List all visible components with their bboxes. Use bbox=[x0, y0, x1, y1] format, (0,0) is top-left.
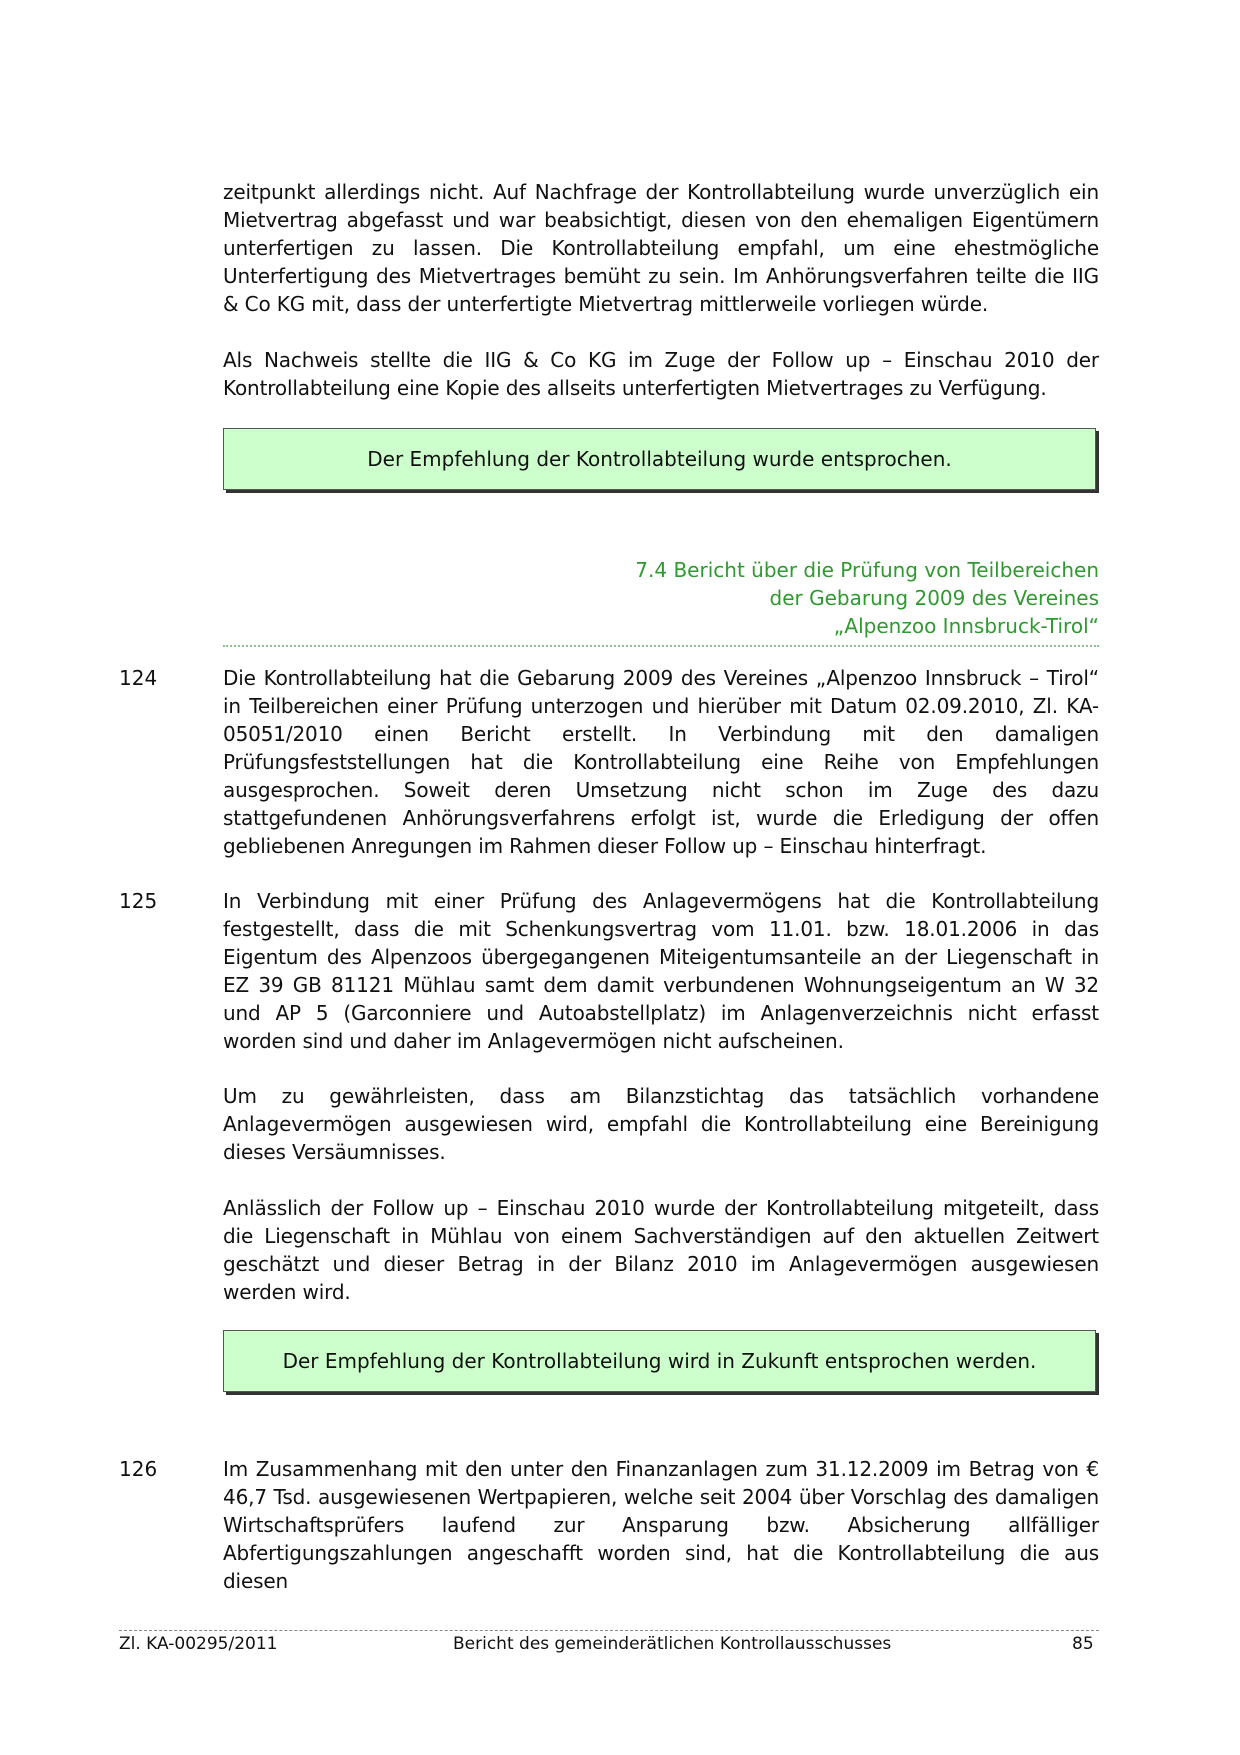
footer-title: Bericht des gemeinderätlichen Kontrollausschusses bbox=[453, 1634, 892, 1654]
footer-reference: Zl. KA-00295/2011 bbox=[119, 1634, 278, 1654]
section-heading-line-2: der Gebarung 2009 des Vereines bbox=[769, 586, 1099, 610]
recommendation-box-1: Der Empfehlung der Kontrollabteilung wurde entsprochen. bbox=[223, 428, 1096, 490]
paragraph-124: Die Kontrollabteilung hat die Gebarung 2009 des Vereines „Alpenzoo Innsbruck – Tirol“ in Teilbereichen einer Prüfung unterzogen und hierüber mit Datum 02.09.2010, Zl. KA-05051/2010 einen Bericht erstellt. In Verbindung mit den damaligen Prüfungsfeststellungen hat die Kontrollabteilung eine Reihe von Empfehlungen ausgesprochen. Soweit deren Umsetzung nicht schon im Zuge des dazu stattgefundenen Anhörungsverfahrens erfolgt ist, wurde die Erledigung der offen gebliebenen Anregungen im Rahmen dieser Follow up – Einschau hinterfragt. bbox=[223, 666, 1099, 858]
section-heading-line-1: 7.4 Bericht über die Prüfung von Teilbereichen bbox=[635, 558, 1099, 582]
paragraph-125-a: In Verbindung mit einer Prüfung des Anlagevermögens hat die Kontrollabteilung festgestellt, dass die mit Schenkungsvertrag vom 11.01. bzw. 18.01.2006 in das Eigentum des Alpenzoos übergegangenen Miteigentumsanteile an der Liegenschaft in EZ 39 GB 81121 Mühlau samt dem damit verbundenen Wohnungseigentum an W 32 und AP 5 (Garconniere und Autoabstellplatz) im Anlagenverzeichnis nicht erfasst worden sind und daher im Anlagevermögen nicht aufscheinen. bbox=[223, 889, 1099, 1053]
recommendation-box-2: Der Empfehlung der Kontrollabteilung wird in Zukunft entsprochen werden. bbox=[223, 1330, 1096, 1392]
paragraph-top-2: Als Nachweis stellte die IIG & Co KG im Zuge der Follow up – Einschau 2010 der Kontrollabteilung eine Kopie des allseits unterfertigten Mietvertrages zu Verfügung. bbox=[223, 348, 1099, 400]
section-heading-line-3: „Alpenzoo Innsbruck-Tirol“ bbox=[833, 614, 1099, 638]
section-heading bbox=[223, 556, 1099, 640]
paragraph-125-c: Anlässlich der Follow up – Einschau 2010 wurde der Kontrollabteilung mitgeteilt, dass die Liegenschaft in Mühlau von einem Sachverständigen auf den aktuellen Zeitwert geschätzt und dieser Betrag in der Bilanz 2010 im Anlagevermögen ausgewiesen werden wird. bbox=[223, 1196, 1099, 1304]
footer-page-number: 85 bbox=[1072, 1634, 1094, 1654]
heading-divider bbox=[223, 645, 1099, 647]
paragraph-number-124: 124 bbox=[119, 666, 158, 690]
footer-divider bbox=[119, 1630, 1099, 1631]
paragraph-126: Im Zusammenhang mit den unter den Finanzanlagen zum 31.12.2009 im Betrag von € 46,7 Tsd. ausgewiesenen Wertpapieren, welche seit 2004 über Vorschlag des damaligen Wirtschaftsprüfers laufend zur Ansparung bzw. Absicherung allfälliger Abfertigungszahlungen angeschafft worden sind, hat die Kontrollabteilung die aus diesen bbox=[223, 1457, 1099, 1593]
paragraph-top-1: zeitpunkt allerdings nicht. Auf Nachfrage der Kontrollabteilung wurde unverzüglich ein Mietvertrag abgefasst und war beabsichtigt, diesen von den ehemaligen Eigentümern unterfertigen zu lassen. Die Kontrollabteilung empfahl, um eine ehestmögliche Unterfertigung des Mietvertrages bemüht zu sein. Im Anhörungsverfahren teilte die IIG & Co KG mit, dass der unterfertigte Mietvertrag mittlerweile vorliegen würde. bbox=[223, 180, 1099, 316]
paragraph-number-126: 126 bbox=[119, 1457, 158, 1481]
paragraph-125-b: Um zu gewährleisten, dass am Bilanzstichtag das tatsächlich vorhandene Anlagevermögen ausgewiesen wird, empfahl die Kontrollabteilung eine Bereinigung dieses Versäumnisses. bbox=[223, 1084, 1099, 1164]
paragraph-number-125: 125 bbox=[119, 889, 158, 913]
